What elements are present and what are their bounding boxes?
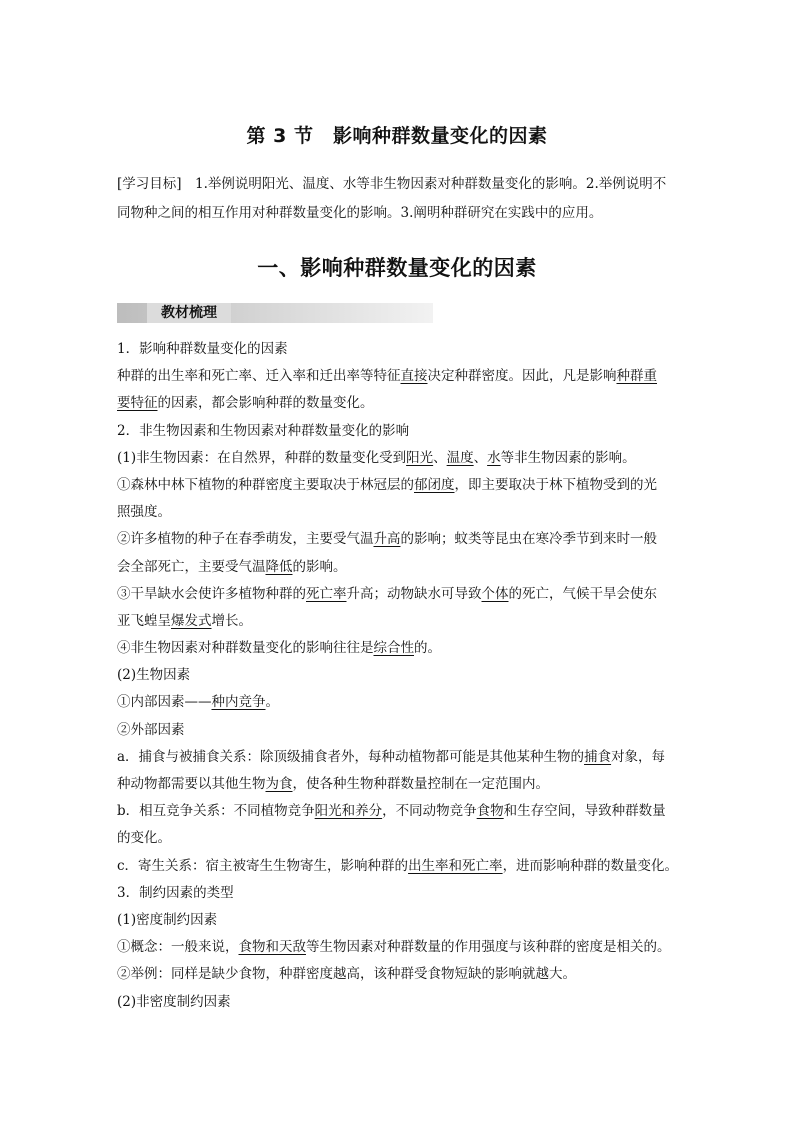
underlined-term: 水: [487, 449, 501, 466]
text-line: [117, 853, 679, 880]
text-segment: 照强度。: [117, 504, 171, 521]
text-line: [117, 961, 679, 988]
text-line: [117, 907, 679, 934]
text-line: [117, 934, 679, 961]
text-segment: ②许多植物的种子在春季萌发，主要受气温: [117, 531, 374, 548]
text-line: [117, 499, 679, 526]
text-line: [117, 526, 679, 553]
text-segment: 、: [433, 449, 447, 466]
text-segment: a．捕食与被捕食关系：除顶级捕食者外，每种动植物都可能是其他某种生物的: [117, 748, 585, 765]
text-segment: 1．影响种群数量变化的因素: [117, 341, 288, 357]
text-line: [117, 472, 679, 499]
underlined-term: 温度: [446, 449, 474, 466]
text-segment: b．相互竞争关系：不同植物竞争: [117, 803, 315, 820]
text-segment: (2)非密度制约因素: [117, 993, 231, 1010]
text-segment: (2)生物因素: [117, 667, 191, 684]
underlined-term: 捕食: [584, 748, 612, 765]
underlined-term: 综合性: [373, 640, 414, 657]
text-line: [117, 825, 679, 852]
text-segment: 对象，每: [611, 748, 666, 765]
underlined-term: 爆发式: [171, 612, 212, 629]
text-segment: 、: [473, 449, 488, 466]
text-segment: 种群的出生率和死亡率、迁入率和迁出率等特征: [117, 368, 401, 385]
text-segment: 会全部死亡，主要受气温: [117, 558, 266, 575]
text-segment: 升高；动物缺水可导致: [346, 585, 482, 602]
text-segment: 的影响。: [292, 558, 347, 575]
text-segment: 的。: [414, 640, 441, 657]
underlined-term: 阳光和养分: [314, 803, 383, 820]
text-segment: ④非生物因素对种群数量变化的影响往往是: [117, 640, 374, 657]
text-segment: 的影响；蚊类等昆虫在寒冷季节到来时一般: [400, 531, 657, 548]
text-segment: 种动物都需要以其他生物: [117, 776, 266, 792]
underlined-term: 要特征: [117, 395, 158, 412]
text-line: [117, 717, 679, 744]
text-segment: 增长。: [211, 612, 252, 629]
underlined-term: 种内竞争: [211, 694, 266, 711]
text-line: [117, 798, 679, 825]
body-text: [117, 336, 679, 1016]
text-line: [117, 689, 679, 716]
text-segment: ，进而影响种群的数量变化。: [502, 857, 679, 874]
text-segment: 等生物因素对种群数量的作用强度与该种群的密度是相关的。: [306, 939, 671, 956]
text-line: [117, 662, 679, 689]
text-segment: ②外部因素: [117, 721, 185, 738]
text-segment: 决定种群密度。因此，凡是影响: [427, 368, 617, 385]
underlined-term: 降低: [265, 558, 293, 575]
text-segment: 亚飞蝗呈: [117, 612, 171, 629]
underlined-term: 食物: [476, 803, 504, 820]
text-segment: ②举例：同样是缺少食物，种群密度越高，该种群受食物短缺的影响就越大。: [117, 966, 576, 983]
text-segment: 3．制约因素的类型: [117, 884, 234, 901]
text-line: [117, 554, 679, 581]
text-line: [117, 390, 679, 417]
text-segment: ③干旱缺水会使许多植物种群的: [117, 585, 306, 602]
text-segment: ，不同动物竞争: [382, 803, 477, 820]
underlined-term: 郁闭度: [414, 476, 455, 493]
text-segment: 的死亡，气候干旱会使东: [508, 585, 657, 602]
text-segment: ①概念：一般来说，: [117, 939, 239, 956]
text-line: [117, 880, 679, 907]
text-line: [117, 635, 679, 662]
text-line: [117, 989, 679, 1016]
text-segment: (1)非生物因素：在自然界，种群的数量变化受到: [117, 449, 407, 466]
text-segment: 。: [265, 694, 279, 711]
underlined-term: 升高: [373, 531, 401, 548]
underlined-term: 为食: [265, 776, 293, 792]
underlined-term: 食物和天敌: [238, 939, 306, 956]
section-banner: [117, 303, 433, 323]
text-segment: c．寄生关系：宿主被寄生生物寄生，影响种群的: [117, 857, 409, 874]
text-segment: 和生存空间，导致种群数量: [503, 803, 666, 820]
text-line: [117, 581, 679, 608]
underlined-term: 阳光: [406, 449, 434, 466]
text-line: [117, 445, 679, 472]
objectives-line-1: [学习目标] 1.举例说明阳光、温度、水等非生物因素对种群数量变化的影响。2.举例说明不: [117, 176, 667, 192]
text-segment: ，使各种生物种群数量控制在一定范围内。: [292, 776, 549, 792]
text-segment: 的变化。: [117, 830, 171, 847]
underlined-term: 出生率和死亡率: [408, 857, 503, 874]
text-line: [117, 418, 679, 445]
text-segment: 的因素，都会影响种群的数量变化。: [157, 395, 374, 412]
text-line: [117, 771, 679, 798]
page-title: 第 3 节 影响种群数量变化的因素: [246, 125, 548, 147]
text-line: [117, 363, 679, 390]
underlined-term: 直接: [400, 368, 428, 385]
text-segment: ，即主要取决于林下植物受到的光: [454, 476, 657, 493]
text-segment: 2．非生物因素和生物因素对种群数量变化的影响: [117, 422, 410, 439]
text-line: [117, 608, 679, 635]
text-segment: (1)密度制约因素: [117, 911, 218, 928]
underlined-term: 种群重: [616, 368, 657, 385]
underlined-term: 死亡率: [306, 585, 347, 602]
objectives-line-2: 同物种之间的相互作用对种群数量变化的影响。3.阐明种群研究在实践中的应用。: [117, 205, 603, 221]
text-segment: ①森林中林下植物的种群密度主要取决于林冠层的: [117, 476, 414, 493]
text-line: [117, 744, 679, 771]
learning-objectives: [117, 170, 679, 228]
banner-label: 教材梳理: [147, 303, 231, 323]
text-segment: ①内部因素——: [117, 694, 212, 711]
underlined-term: 个体: [481, 585, 509, 602]
section-title: 一、影响种群数量变化的因素: [257, 256, 537, 280]
text-line: [117, 336, 679, 363]
text-segment: 等非生物因素的影响。: [500, 449, 636, 466]
